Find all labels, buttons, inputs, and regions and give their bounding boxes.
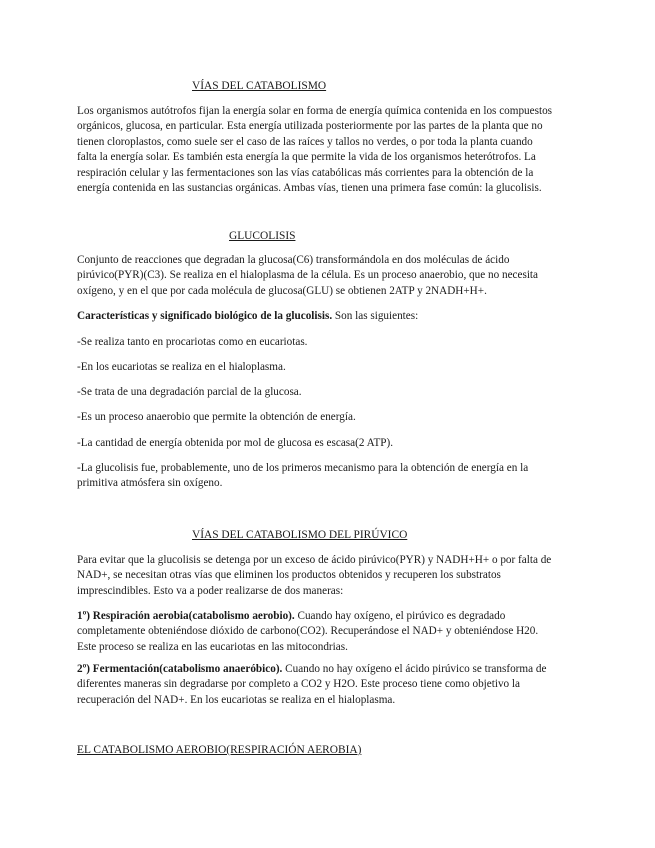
text-line: [77, 662, 582, 677]
text-line: oxígeno, y en el que por cada molécula de glucosa(GLU) se obtienen 2ATP y 2NADH+H+.: [77, 284, 487, 297]
heading-vias-piruvico: VÍAS DEL CATABOLISMO DEL PIRÚVICO: [192, 529, 408, 541]
heading-catabolismo-aerobio: EL CATABOLISMO AEROBIO(RESPIRACIÓN AEROBIA): [77, 744, 362, 756]
respiracion-title: 1º) Respiración aerobia(catabolismo aerobio).: [77, 610, 295, 622]
text-line: -En los eucariotas se realiza en el hialoplasma.: [77, 361, 286, 373]
caracteristicas-title: Características y significado biológico de la glucolisis.: [77, 310, 333, 322]
text-line: Conjunto de reacciones que degradan la glucosa(C6) transformándola en dos moléculas de ácido: [77, 254, 510, 266]
text-line: -La cantidad de energía obtenida por mol de glucosa es escasa(2 ATP).: [77, 437, 394, 449]
text-line: [77, 609, 582, 624]
text-line: pirúvico(PYR)(C3). Se realiza en el hialoplasma de la célula. Es un proceso anaerobio, que no necesita: [77, 269, 539, 282]
text-line: -Es un proceso anaerobio que permite la obtención de energía.: [77, 411, 356, 423]
text-line: NAD+, se necesitan otras vías que eliminen los productos obtenidos y recuperen los substratos: [77, 569, 501, 582]
text-line: diferentes maneras sin degradarse por completo a CO2 y H2O. Este proceso tiene como objetivo la: [77, 678, 521, 691]
text-line: recuperación del NAD+. En los eucariotas se realiza en el hialoplasma.: [77, 693, 396, 706]
text-line: falta la energía solar. Es también esta energía la que permite la vida de los organismos heterótrofos. La: [77, 151, 536, 164]
caracteristicas-rest: Son las siguientes:: [332, 310, 419, 322]
intro-paragraph: [77, 104, 582, 196]
text-line: Los organismos autótrofos fijan la energía solar en forma de energía química contenida en los compuestos: [77, 105, 553, 117]
text-line: energía contenida en las sustancias orgánicas. Ambas vías, tienen una primera fase común: la glucolisis.: [77, 182, 542, 195]
heading-glucolisis: GLUCOLISIS: [229, 230, 296, 242]
text-line: tienen cloroplastos, como suele ser el caso de las raíces y tallos no verdes, o por toda la planta cuando: [77, 135, 533, 148]
text-line: Este proceso se realiza en las eucariotas en las mitocondrias.: [77, 640, 348, 653]
text-line: -Se realiza tanto en procariotas como en eucariotas.: [77, 336, 308, 348]
text-line: imprescindibles. Esto va a poder realizarse de dos maneras:: [77, 584, 344, 597]
text-line: -La glucolisis fue, probablemente, uno de los primeros mecanismo para la obtención de energía en la: [77, 462, 529, 474]
text-line: completamente obteniéndose dióxido de carbono(CO2). Recuperándose el NAD+ y obteniéndose H20.: [77, 625, 539, 638]
bullet-item: [77, 385, 582, 400]
text-line: Para evitar que la glucolisis se detenga por un exceso de ácido pirúvico(PYR) y NADH+H+ o por falta de: [77, 554, 552, 566]
fermentacion-paragraph: [77, 662, 582, 708]
text-line: orgánicos, glucosa, en particular. Esta energía utilizada posteriormente por las partes de la planta que no: [77, 120, 543, 133]
piruvico-paragraph: [77, 553, 582, 599]
bullet-item: [77, 335, 582, 350]
text-line: primitiva atmósfera sin oxígeno.: [77, 477, 223, 490]
text-line: [77, 309, 582, 324]
caracteristicas-paragraph: [77, 309, 582, 324]
text-line: respiración celular y las fermentaciones son las vías catabólicas más corrientes para la obtención de la: [77, 166, 534, 179]
bullet-item: [77, 360, 582, 375]
bullet-item: [77, 410, 582, 425]
fermentacion-first-rest: Cuando no hay oxígeno el ácido pirúvico se transforma de: [282, 663, 547, 675]
respiracion-first-rest: Cuando hay oxígeno, el pirúvico es degradado: [294, 610, 506, 622]
bullet-item: [77, 461, 582, 492]
text-line: -Se trata de una degradación parcial de la glucosa.: [77, 386, 302, 398]
bullet-item: [77, 436, 582, 451]
heading-vias-catabolismo: VÍAS DEL CATABOLISMO: [192, 80, 327, 92]
glucolisis-paragraph: [77, 253, 582, 299]
respiracion-paragraph: [77, 609, 582, 655]
fermentacion-title: 2º) Fermentación(catabolismo anaeróbico).: [77, 663, 283, 675]
